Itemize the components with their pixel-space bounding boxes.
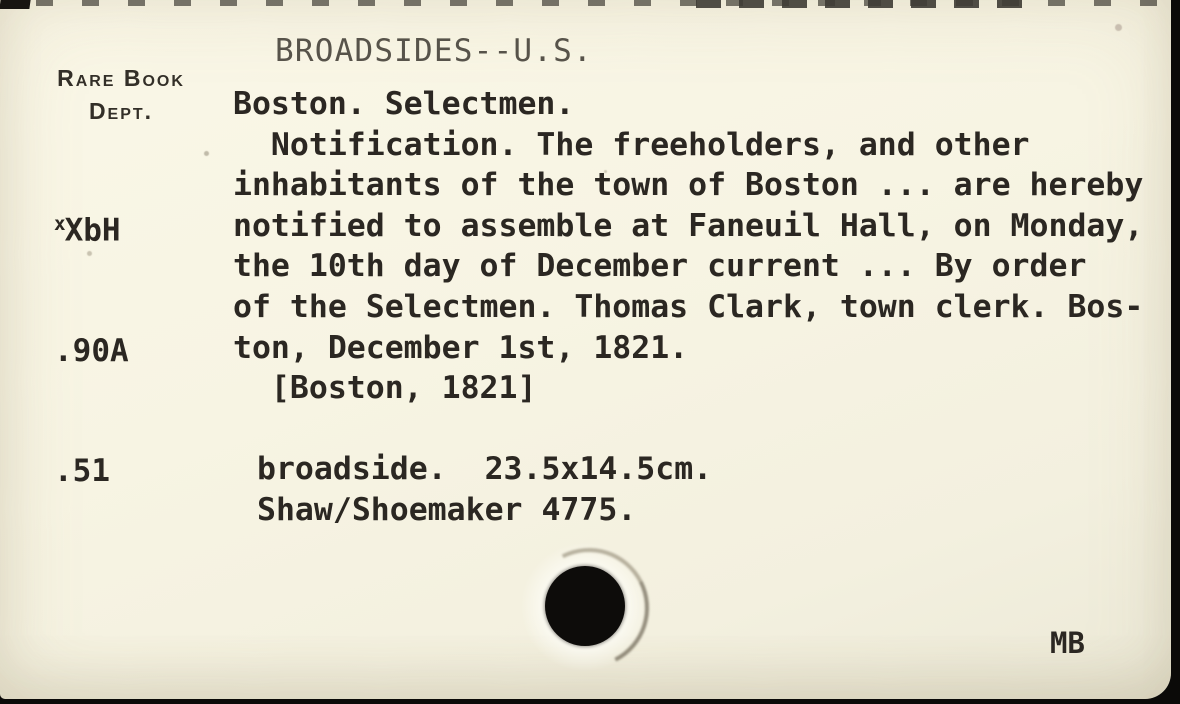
card-top-edge-artifact — [36, 0, 1159, 6]
text-line: Boston. Selectmen. — [233, 86, 575, 122]
call-number — [54, 124, 166, 571]
subject-heading: BROADSIDES--U.S. — [275, 33, 593, 69]
text-line: notified to assemble at Faneuil Hall, on Monday, — [233, 207, 1144, 244]
physical-description — [257, 449, 712, 531]
cataloger-initials: MB — [1050, 626, 1085, 660]
text-line: of the Selectmen. Thomas Clark, town clerk. Bos- — [233, 288, 1144, 325]
text-line: Notification. The freeholders, and other — [233, 126, 1030, 163]
text-line: [Boston, 1821] — [233, 370, 537, 407]
catalog-entry-text — [233, 84, 1143, 409]
call-number-line-1 — [54, 204, 166, 251]
call-number-class: XbH — [64, 212, 121, 249]
scan-noise-specks — [0, 0, 3, 3]
stamp-line-1: Rare Book — [57, 65, 185, 91]
call-number-superscript: x — [54, 212, 66, 235]
text-line: broadside. 23.5x14.5cm. — [257, 451, 713, 487]
text-line: the 10th day of December current ... By order — [233, 248, 1087, 285]
rare-book-dept-stamp — [42, 62, 200, 128]
top-left-edge-mark — [0, 0, 31, 9]
text-line: Shaw/Shoemaker 4775. — [257, 492, 637, 528]
call-number-line-2: .90A — [54, 332, 129, 369]
text-line: ton, December 1st, 1821. — [233, 329, 689, 366]
hole-punch — [545, 566, 625, 646]
stamp-line-2: Dept. — [88, 98, 154, 124]
call-number-line-3: .51 — [54, 452, 110, 489]
text-line: inhabitants of the town of Boston ... are hereby — [233, 167, 1144, 204]
